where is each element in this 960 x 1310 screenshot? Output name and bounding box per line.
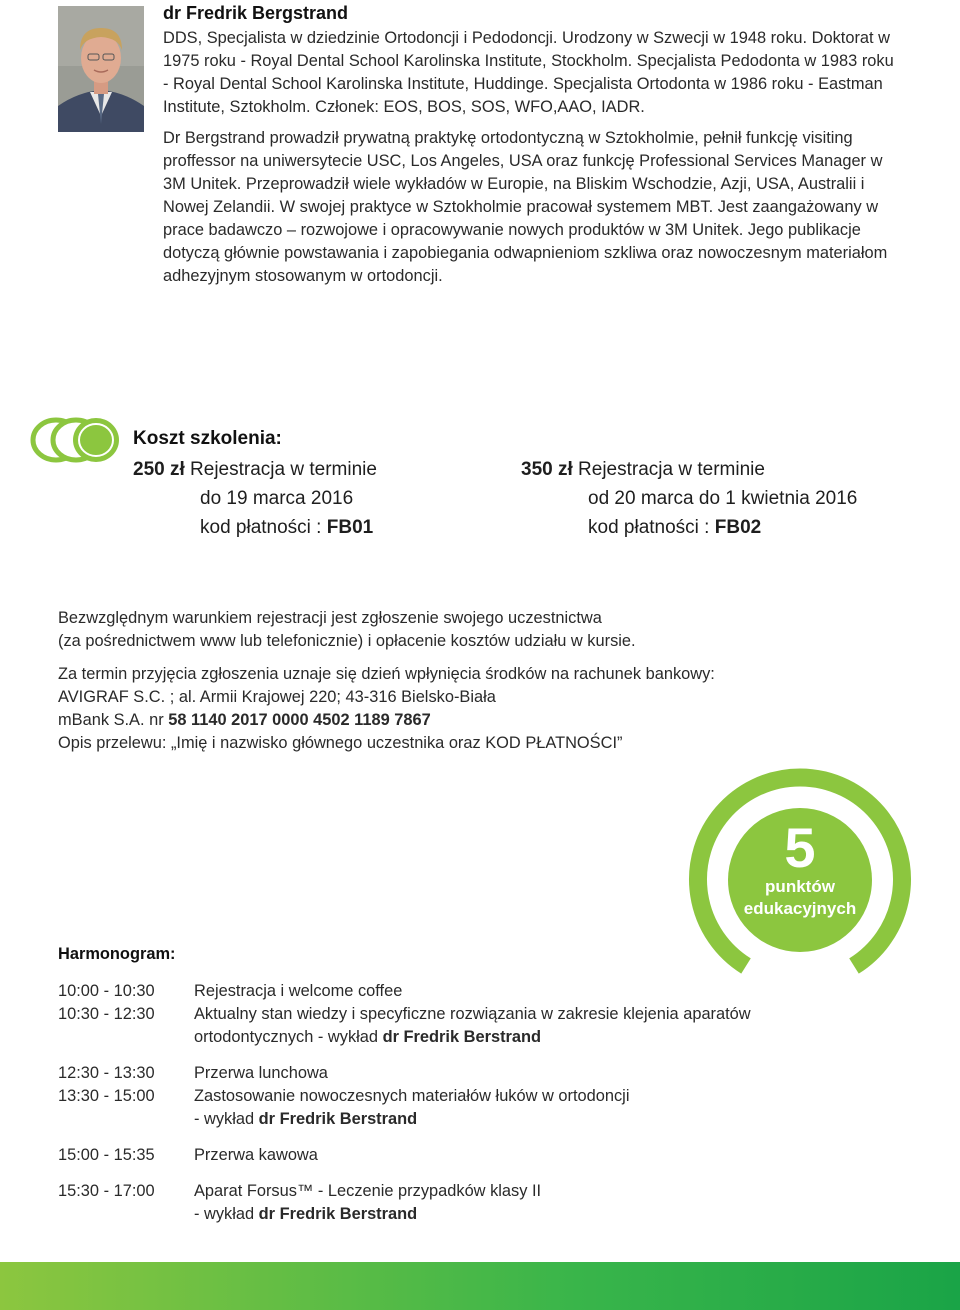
bank-prefix: mBank S.A. nr: [58, 711, 169, 729]
coins-icon: [30, 410, 122, 470]
schedule-speaker: dr Fredrik Berstrand: [258, 1205, 418, 1223]
schedule-desc-line2: ortodontycznych - wykład: [194, 1028, 383, 1046]
registration-p1-line2: (za pośrednictwem www lub telefonicznie) i opłacenie kosztów udziału w kursie.: [58, 632, 636, 650]
schedule-desc: Przerwa kawowa: [194, 1146, 318, 1164]
schedule-row: [58, 980, 918, 1003]
cost-title: Koszt szkolenia:: [133, 428, 282, 449]
footer-green-bar: [0, 1262, 960, 1310]
schedule-title: Harmonogram:: [58, 945, 176, 963]
price-option-1-header: [133, 455, 377, 484]
price-option-2-line2: od 20 marca do 1 kwietnia 2016: [588, 488, 858, 509]
registration-paragraph-1: [58, 607, 918, 653]
speaker-photo: [58, 6, 144, 132]
schedule-row: [58, 1062, 918, 1085]
price-option-1-line2: do 19 marca 2016: [200, 488, 354, 509]
registration-info: [58, 607, 918, 765]
price-option-1: [133, 455, 377, 542]
points-label-line2: edukacyjnych: [743, 899, 857, 918]
schedule-time: 10:00 - 10:30: [58, 982, 155, 1000]
schedule-desc: [194, 1180, 854, 1226]
schedule-time: 10:30 - 12:30: [58, 1005, 155, 1023]
transfer-description: Opis przelewu: „Imię i nazwisko głównego uczestnika oraz KOD PŁATNOŚCI”: [58, 734, 623, 752]
schedule-row: [58, 1180, 918, 1226]
price-option-1-line1: Rejestracja w terminie: [190, 459, 377, 480]
registration-p1-line1: Bezwzględnym warunkiem rejestracji jest zgłoszenie swojego uczestnictwa: [58, 609, 602, 627]
schedule-time: 15:00 - 15:35: [58, 1146, 155, 1164]
schedule-time: 12:30 - 13:30: [58, 1064, 155, 1082]
schedule-desc-line1: Aparat Forsus™ - Leczenie przypadków klasy II: [194, 1182, 542, 1200]
bio-paragraph-1: DDS, Specjalista w dziedzinie Ortodoncji i Pedodoncji. Urodzony w Szwecji w 1948 roku. Doktorat w 1975 roku - Royal Dental School Karolinska Institute, Stockholm. Specjalista Pedodonta w 1983 roku - Royal Dental School Karolinska Institute, Huddinge. Specjalista Ortodonta w 1986 roku - Eastman Institute, Sztokholm. Członek: EOS, BOS, SOS, WFO,AAO, IADR.: [163, 29, 894, 116]
schedule-desc: [194, 1085, 854, 1131]
schedule-time: 15:30 - 17:00: [58, 1182, 155, 1200]
price-option-2-header: [521, 455, 857, 484]
price-option-1-code-row: [133, 513, 377, 542]
price-option-1-code: FB01: [326, 517, 374, 538]
price-option-2-code-label: kod płatności :: [588, 517, 715, 538]
schedule-desc-line1: Aktualny stan wiedzy i specyficzne rozwiązania w zakresie klejenia aparatów: [194, 1005, 751, 1023]
price-option-2: [521, 455, 857, 542]
price-option-2-amount: 350 zł: [521, 459, 573, 480]
points-label-line1: punktów: [765, 877, 835, 896]
speaker-name: dr Fredrik Bergstrand: [163, 3, 349, 23]
schedule-desc-line2: - wykład: [194, 1205, 259, 1223]
schedule-speaker: dr Fredrik Berstrand: [258, 1110, 418, 1128]
registration-p2-line2: AVIGRAF S.C. ; al. Armii Krajowej 220; 43-316 Bielsko-Biała: [58, 688, 496, 706]
price-option-1-code-label: kod płatności :: [200, 517, 327, 538]
schedule-row: [58, 1144, 918, 1167]
schedule-desc-line1: Zastosowanie nowoczesnych materiałów łuków w ortodoncji: [194, 1087, 630, 1105]
schedule-desc: [194, 1003, 854, 1049]
schedule-desc: Przerwa lunchowa: [194, 1064, 328, 1082]
points-label: [680, 876, 920, 920]
schedule-desc-line2: - wykład: [194, 1110, 259, 1128]
price-option-2-code-row: [521, 513, 857, 542]
schedule-row: [58, 1003, 918, 1049]
price-option-2-code: FB02: [714, 517, 762, 538]
schedule-row: [58, 1085, 918, 1131]
schedule-speaker: dr Fredrik Berstrand: [382, 1028, 542, 1046]
schedule-time: 13:30 - 15:00: [58, 1087, 155, 1105]
schedule-list: [58, 980, 918, 1226]
registration-paragraph-2: [58, 663, 918, 755]
price-option-2-line1: Rejestracja w terminie: [578, 459, 765, 480]
bank-account-number: 58 1140 2017 0000 4502 1189 7867: [168, 711, 431, 729]
schedule-desc: Rejestracja i welcome coffee: [194, 982, 403, 1000]
registration-p2-line1: Za termin przyjęcia zgłoszenia uznaje się dzień wpłynięcia środków na rachunek bankowy:: [58, 665, 715, 683]
price-option-1-amount: 250 zł: [133, 459, 185, 480]
speaker-bio: [163, 27, 903, 296]
points-number: 5: [784, 816, 816, 879]
bio-paragraph-2: Dr Bergstrand prowadził prywatną praktykę ortodontyczną w Sztokholmie, pełnił funkcję visiting proffessor na uniwersytecie USC, Los Angeles, USA oraz funkcję Professional Services Manager w 3M Unitek. Przeprowadził wiele wykładów w Europie, na Bliskim Wschodzie, Azji, USA, Australii i Nowej Zelandii. W swojej praktyce w Sztokholmie pracował systemem MBT. Jest zaangażowany w prace badawczo – rozwojowe i opracowywanie nowych produktów w 3M Unitek. Jego publikacje dotyczą głównie powstawania i zapobiegania odwapnieniom szkliwa oraz nowoczesnym materiałom adhezyjnym stosowanym w ortodoncji.: [163, 129, 888, 285]
